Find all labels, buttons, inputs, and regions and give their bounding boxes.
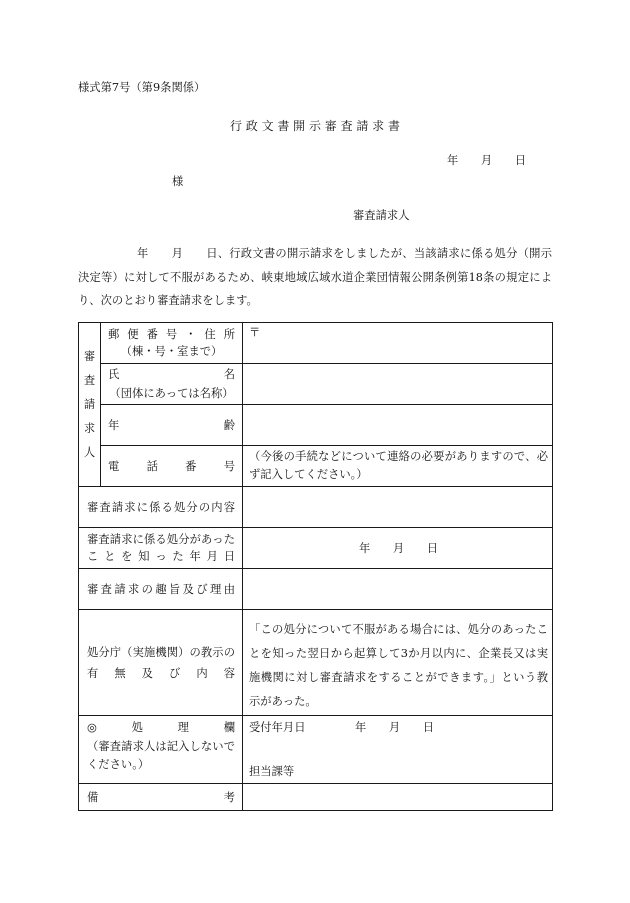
date-known-label-line: 審査請求に係る処分があった — [87, 533, 235, 546]
phone-label-cell — [101, 446, 243, 487]
address-note: （棟・号・室まで） — [120, 345, 223, 358]
phone-label: 電話番号 — [108, 459, 235, 473]
instruction-text-line: とを知った翌日から起算して3か月以内に、企業長又は実 — [249, 647, 548, 660]
table-row-address — [79, 323, 553, 364]
requester-group-label: 審査請求人 — [83, 349, 96, 459]
received-date-value: 年 月 日 — [355, 721, 435, 734]
instruction-label-line: 有無及び内容 — [87, 666, 235, 680]
address-label-cell — [101, 323, 243, 364]
addressee-suffix: 様 — [172, 175, 184, 188]
table-row-name — [79, 364, 553, 405]
processing-value-cell — [243, 716, 553, 784]
postal-mark: 〒 — [249, 326, 261, 339]
date-known-value-cell — [243, 528, 553, 569]
instruction-label-cell — [79, 610, 243, 716]
disposition-content-label: 審査請求に係る処分の内容 — [87, 500, 235, 514]
instruction-text-line: 示があった。 — [249, 695, 317, 708]
intro-paragraph — [78, 242, 552, 313]
phone-note-line: ず記入してください。） — [249, 468, 368, 481]
instruction-text-line: 施機関に対し審査請求をすることができます。」という教 — [249, 671, 548, 684]
date-known-value: 年 月 日 — [358, 541, 439, 555]
table-row-disposition-content — [79, 487, 553, 528]
date-known-label-cell — [79, 528, 243, 569]
table-row-age — [79, 405, 553, 446]
processing-note-line: ください。） — [87, 758, 150, 771]
submission-date: 年 月 日 — [447, 154, 527, 167]
purpose-reason-label-cell — [79, 569, 243, 610]
document-title: 行政文書開示審査請求書 — [229, 119, 404, 133]
department-label: 担当課等 — [249, 764, 295, 778]
form-number: 様式第7号（第9条関係） — [78, 81, 206, 94]
processing-label-cell — [79, 716, 243, 784]
intro-line: 決定等）に対して不服があるため、峡東地域広域水道企業団情報公開条例第18条の規定によ — [78, 270, 552, 284]
disposition-content-value-cell — [243, 487, 553, 528]
table-row-instruction — [79, 610, 553, 716]
processing-label: ◎ 処 理 欄 — [87, 721, 235, 734]
name-label-cell — [101, 364, 243, 405]
address-label: 郵便番号・住所 — [108, 328, 235, 341]
instruction-text-line: 「この処分について不服がある場合には、処分のあったこ — [249, 623, 548, 636]
intro-line: 年 月 日、行政文書の開示請求をしましたが、当該請求に係る処分（開示 — [137, 247, 552, 260]
purpose-reason-value-cell — [243, 569, 553, 610]
requester-heading: 審査請求人 — [353, 209, 410, 222]
age-value-cell — [243, 405, 553, 446]
table-row-remarks — [79, 784, 553, 811]
name-label: 氏名 — [108, 368, 235, 381]
received-date-row — [249, 719, 548, 738]
table-row-date-known — [79, 528, 553, 569]
processing-note-line: （審査請求人は記入しないで — [87, 739, 235, 753]
request-form-table — [78, 322, 553, 811]
disposition-content-label-cell — [79, 487, 243, 528]
remarks-label-cell — [79, 784, 243, 811]
phone-note-line: （今後の手続などについて連絡の必要がありますので、必 — [249, 450, 548, 463]
table-row-purpose-reason — [79, 569, 553, 610]
remarks-value-cell — [243, 784, 553, 811]
remarks-label: 備考 — [87, 790, 235, 804]
table-row-phone — [79, 446, 553, 487]
address-value-cell — [243, 323, 553, 364]
purpose-reason-label: 審査請求の趣旨及び理由 — [87, 582, 235, 596]
requester-group-cell — [79, 323, 101, 487]
phone-value-cell — [243, 446, 553, 487]
instruction-label-line: 処分庁（実施機関）の教示の — [87, 645, 235, 659]
date-known-label-line: ことを知った年月日 — [87, 550, 235, 563]
name-note: （団体にあっては名称） — [109, 387, 234, 400]
age-label: 年齢 — [108, 418, 235, 432]
received-date-label: 受付年月日 — [249, 721, 306, 734]
name-value-cell — [243, 364, 553, 405]
table-row-processing — [79, 716, 553, 784]
age-label-cell — [101, 405, 243, 446]
instruction-value-cell — [243, 610, 553, 716]
intro-line: り、次のとおり審査請求をします。 — [78, 294, 258, 307]
